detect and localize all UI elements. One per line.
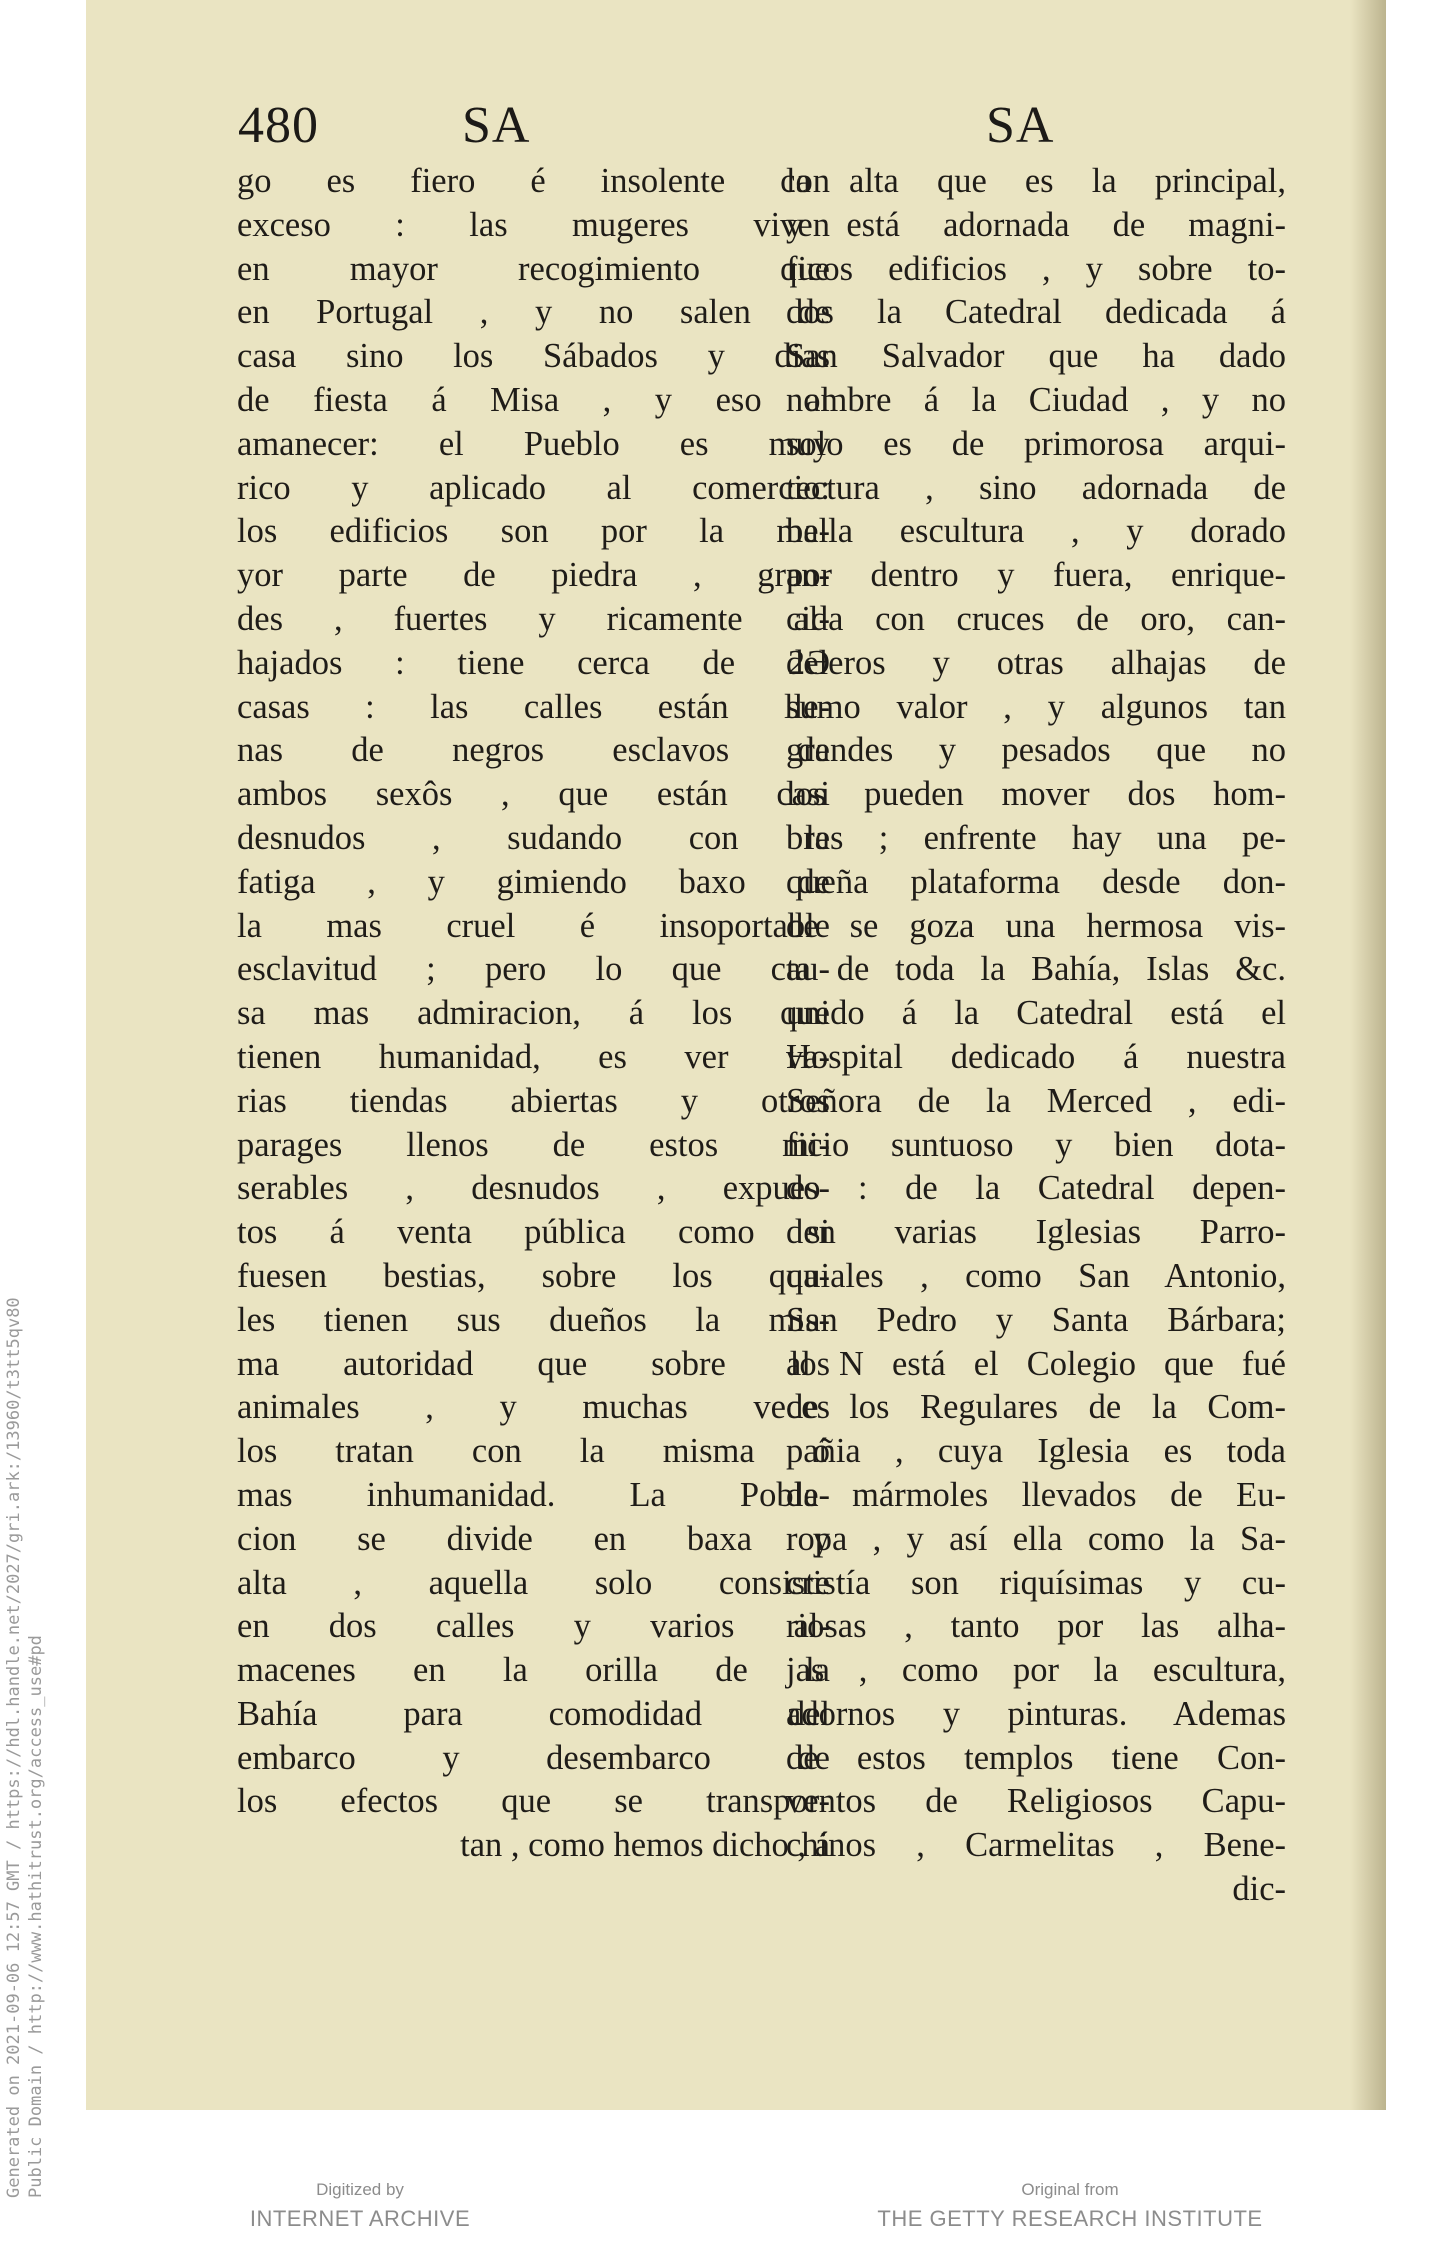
text-line: sa mas admiracion, á los que [237,994,830,1033]
text-line: hajados : tiene cerca de 2Ə [237,643,830,682]
text-line: animales , y muchas veces [237,1388,830,1427]
access-stamp [0,1100,80,2230]
text-line: cida con cruces de oro, can- [786,599,1286,638]
access-stamp-line-2: Public Domain / http://www.hathitrust.org/access_use#pd [26,1635,46,2198]
text-line: San Pedro y Santa Bárbara; [786,1300,1286,1339]
text-line: tan , como hemos dicho , á [460,1826,830,1865]
text-line: solo es de primorosa arqui- [786,424,1286,463]
text-line: ambos sexôs , que están casi [237,775,830,814]
text-line: de fiesta á Misa , y eso al [237,380,830,419]
running-head-left: SA [462,97,531,154]
text-line: la mas cruel é insoportable [237,906,830,945]
text-line: bella escultura , y dorado [786,512,1286,551]
text-line: en dos calles y varios al- [237,1607,830,1646]
text-line: des , fuertes y ricamente al- [237,599,830,638]
text-line: Hospital dedicado á nuestra [786,1037,1286,1076]
text-line: dic- [1232,1870,1286,1909]
text-line: yor parte de piedra , gran- [237,556,830,595]
text-line: sumo valor , y algunos tan [786,687,1286,726]
footer-digitized-label: Digitized by [316,2180,404,2199]
text-line: mas inhumanidad. La Pobla- [237,1475,830,1514]
text-line: San Salvador que ha dado [786,337,1286,376]
running-head-right: SA [986,97,1055,154]
footer-digitizer-name: INTERNET ARCHIVE [249,2206,471,2231]
text-line: tos á venta pública como si [237,1213,830,1252]
text-line: nombre á la Ciudad , y no [786,380,1286,419]
text-line: fuesen bestias, sobre los qua- [237,1256,830,1295]
text-line: deleros y otras alhajas de [786,643,1286,682]
text-line: grandes y pesados que no [786,731,1286,770]
text-line: ropa , y así ella como la Sa- [786,1519,1286,1558]
text-line: chinos , Carmelitas , Bene- [786,1826,1286,1865]
text-line: casas : las calles están lle- [237,687,830,726]
text-line: nas de negros esclavos de [237,731,830,770]
text-line: ma autoridad que sobre los [237,1344,830,1383]
page-number: 480 [238,97,319,154]
access-stamp-line-1: Generated on 2021-09-06 12:57 GMT / https://hdl.handle.net/2027/gri.ark:/13960/t3tt5qv80 [4,1297,24,2198]
text-line: alta , aquella solo consiste [237,1563,830,1602]
text-line: los tratan con la misma ó [237,1432,830,1471]
text-line: y está adornada de magni- [786,205,1286,244]
text-line: los pueden mover dos hom- [786,775,1286,814]
text-line: cristía son riquísimas y cu- [786,1563,1286,1602]
text-line: den varias Iglesias Parro- [786,1213,1286,1252]
text-line: de los Regulares de la Com- [786,1388,1286,1427]
text-line: embarco y desembarco de [237,1738,830,1777]
text-line: pañia , cuya Iglesia es toda [786,1432,1286,1471]
text-line: Señora de la Merced , edi- [786,1081,1286,1120]
text-line: bres ; enfrente hay una pe- [786,818,1286,857]
text-line: queña plataforma desde don- [786,862,1286,901]
text-line: por dentro y fuera, enrique- [786,556,1286,595]
text-line: les tienen sus dueños la mis- [237,1300,830,1339]
text-line: serables , desnudos , expues- [237,1169,830,1208]
text-line: de se goza una hermosa vis- [786,906,1286,945]
text-line: tectura , sino adornada de [786,468,1286,507]
footer-digitized [230,2180,490,2232]
text-line: unido á la Catedral está el [786,994,1286,1033]
text-line: ficio suntuoso y bien dota- [786,1125,1286,1164]
right-text-column [786,160,1286,1912]
text-line: esclavitud ; pero lo que cau- [237,950,830,989]
text-line: ficos edificios , y sobre to- [786,249,1286,288]
text-line: Bahía para comodidad del [237,1694,830,1733]
text-line: riosas , tanto por las alha- [786,1607,1286,1646]
page-gutter-shadow [1350,0,1386,2110]
text-line: dos la Catedral dedicada á [786,293,1286,332]
text-line: los edificios son por la ma- [237,512,830,551]
text-line: ta de toda la Bahía, Islas &c. [786,950,1286,989]
text-line: de mármoles llevados de Eu- [786,1475,1286,1514]
text-line: tienen humanidad, es ver va- [237,1037,830,1076]
text-line: casa sino los Sábados y dias [237,337,830,376]
text-line: go es fiero é insolente con [237,162,830,200]
text-line: jas , como por la escultura, [786,1651,1286,1690]
text-line: exceso : las mugeres viven [237,205,830,244]
text-line: en mayor recogimiento que [237,249,830,288]
text-line: parages llenos de estos mi- [237,1125,830,1164]
text-line: do : de la Catedral depen- [786,1169,1286,1208]
text-line: rias tiendas abiertas y otros [237,1081,830,1120]
text-line: adornos y pinturas. Ademas [786,1694,1286,1733]
text-line: fatiga , y gimiendo baxo de [237,862,830,901]
text-line: desnudos , sudando con la [237,818,830,857]
text-line: los efectos que se transpor- [237,1782,830,1821]
text-line: de estos templos tiene Con- [786,1738,1286,1777]
text-line: en Portugal , y no salen de [237,293,830,332]
text-line: rico y aplicado al comercio: [237,468,830,507]
left-text-column [237,160,830,1868]
book-page [86,0,1386,2110]
text-line: al N está el Colegio que fué [786,1344,1286,1383]
footer-original [860,2180,1280,2232]
text-line: cion se divide en baxa y [237,1519,830,1558]
text-line: ventos de Religiosos Capu- [786,1782,1286,1821]
footer-original-source: THE GETTY RESEARCH INSTITUTE [877,2206,1263,2231]
text-line: amanecer: el Pueblo es muy [237,424,830,463]
text-line: macenes en la orilla de la [237,1651,830,1690]
text-line: quiales , como San Antonio, [786,1256,1286,1295]
text-line: la alta que es la principal, [786,162,1286,200]
footer-original-label: Original from [1021,2180,1119,2199]
